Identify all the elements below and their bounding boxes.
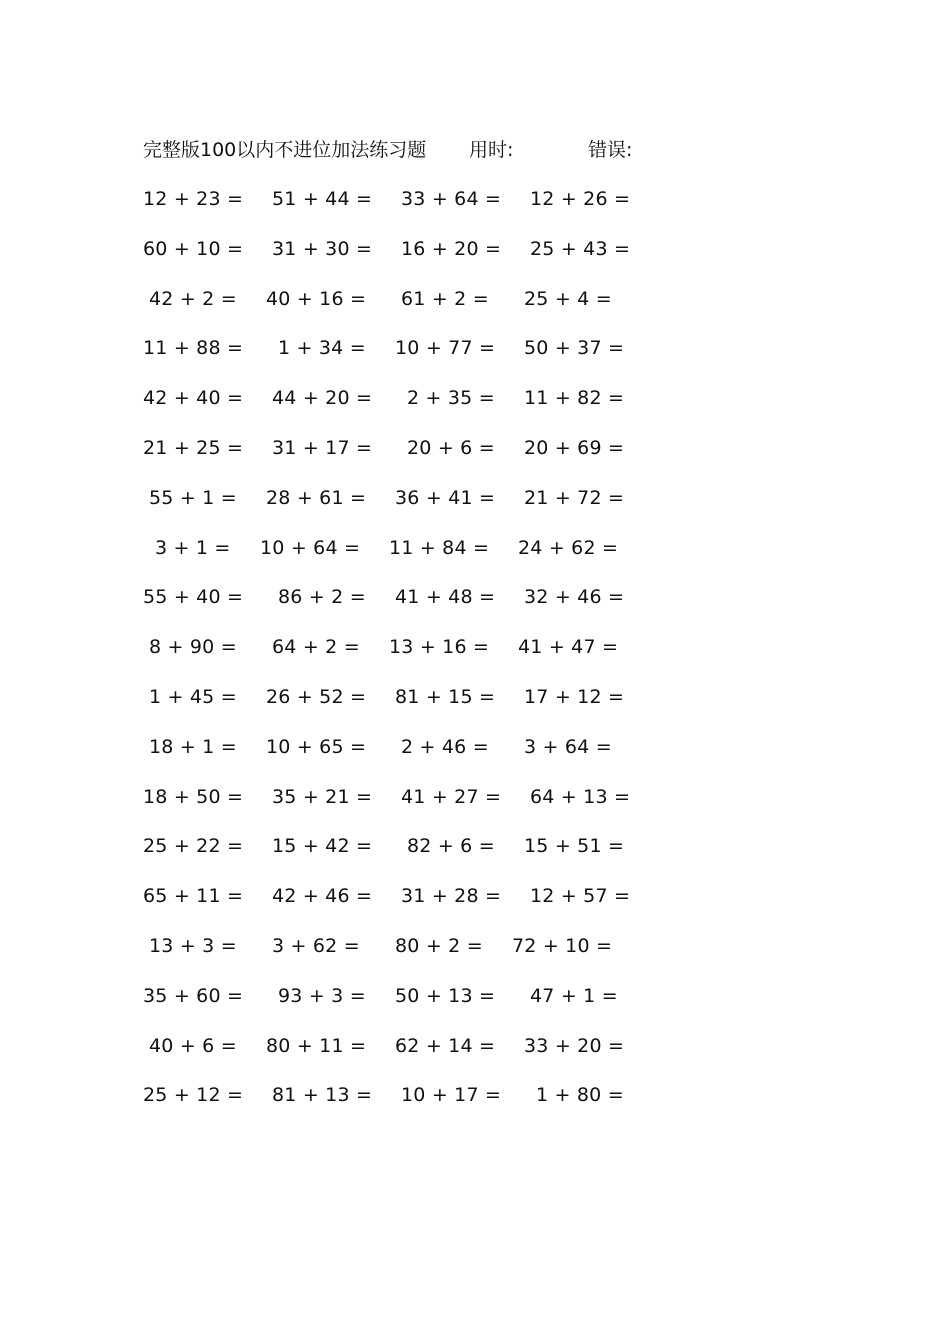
problem-item: 51 + 44 = bbox=[272, 188, 373, 210]
problem-row bbox=[0, 984, 950, 1034]
problem-item: 15 + 51 = bbox=[524, 835, 625, 858]
problem-item: 10 + 17 = bbox=[401, 1084, 502, 1107]
problem-item: 2 + 35 = bbox=[407, 387, 495, 410]
problem-item: 13 + 3 = bbox=[149, 934, 237, 957]
problem-item: 41 + 47 = bbox=[518, 636, 619, 659]
problem-item: 3 + 64 = bbox=[524, 735, 612, 758]
problem-row bbox=[0, 585, 950, 635]
problem-item: 15 + 42 = bbox=[272, 835, 373, 858]
problem-item: 12 + 57 = bbox=[530, 885, 631, 908]
problem-item: 24 + 62 = bbox=[518, 536, 619, 559]
problem-item: 44 + 20 = bbox=[272, 387, 373, 410]
problem-item: 8 + 90 = bbox=[149, 636, 237, 659]
problem-item: 93 + 3 = bbox=[278, 984, 366, 1007]
problem-grid bbox=[0, 187, 950, 1133]
problem-item: 1 + 45 = bbox=[149, 685, 237, 708]
problem-item: 81 + 15 = bbox=[395, 685, 496, 708]
problem-item: 35 + 60 = bbox=[143, 984, 244, 1007]
problem-item: 10 + 77 = bbox=[395, 337, 496, 360]
problem-item: 32 + 46 = bbox=[524, 586, 625, 609]
problem-row bbox=[0, 635, 950, 685]
problem-item: 18 + 1 = bbox=[149, 735, 237, 758]
problem-row bbox=[0, 436, 950, 486]
problem-item: 40 + 16 = bbox=[266, 287, 367, 310]
problem-item: 35 + 21 = bbox=[272, 785, 373, 808]
problem-item: 11 + 88 = bbox=[143, 337, 244, 360]
problem-item: 12 + 23 = bbox=[143, 188, 244, 210]
problem-item: 61 + 2 = bbox=[401, 287, 489, 310]
problem-item: 20 + 69 = bbox=[524, 436, 625, 459]
problem-item: 42 + 40 = bbox=[143, 387, 244, 410]
problem-item: 72 + 10 = bbox=[512, 934, 613, 957]
problem-row bbox=[0, 685, 950, 735]
problem-item: 20 + 6 = bbox=[407, 436, 495, 459]
problem-item: 65 + 11 = bbox=[143, 885, 244, 908]
problem-item: 42 + 2 = bbox=[149, 287, 237, 310]
problem-row bbox=[0, 884, 950, 934]
problem-item: 31 + 28 = bbox=[401, 885, 502, 908]
problem-item: 3 + 62 = bbox=[272, 934, 360, 957]
problem-item: 81 + 13 = bbox=[272, 1084, 373, 1107]
problem-item: 33 + 20 = bbox=[524, 1034, 625, 1057]
problem-row bbox=[0, 386, 950, 436]
problem-item: 41 + 27 = bbox=[401, 785, 502, 808]
problem-item: 64 + 2 = bbox=[272, 636, 360, 659]
problem-item: 60 + 10 = bbox=[143, 237, 244, 260]
problem-row bbox=[0, 187, 950, 237]
problem-item: 86 + 2 = bbox=[278, 586, 366, 609]
problem-item: 28 + 61 = bbox=[266, 486, 367, 509]
errors-label: 错误: bbox=[588, 139, 633, 161]
problem-row bbox=[0, 1034, 950, 1084]
problem-row bbox=[0, 735, 950, 785]
problem-row bbox=[0, 486, 950, 536]
problem-item: 41 + 48 = bbox=[395, 586, 496, 609]
problem-item: 42 + 46 = bbox=[272, 885, 373, 908]
problem-item: 62 + 14 = bbox=[395, 1034, 496, 1057]
problem-item: 31 + 30 = bbox=[272, 237, 373, 260]
problem-item: 13 + 16 = bbox=[389, 636, 490, 659]
problem-item: 10 + 64 = bbox=[260, 536, 361, 559]
problem-item: 2 + 46 = bbox=[401, 735, 489, 758]
problem-item: 50 + 37 = bbox=[524, 337, 625, 360]
problem-row bbox=[0, 1083, 950, 1133]
problem-row bbox=[0, 934, 950, 984]
problem-row bbox=[0, 237, 950, 287]
problem-item: 55 + 1 = bbox=[149, 486, 237, 509]
problem-item: 26 + 52 = bbox=[266, 685, 367, 708]
problem-item: 80 + 2 = bbox=[395, 934, 483, 957]
worksheet-title: 完整版100以内不进位加法练习题 bbox=[143, 139, 427, 161]
problem-item: 18 + 50 = bbox=[143, 785, 244, 808]
problem-item: 17 + 12 = bbox=[524, 685, 625, 708]
problem-item: 11 + 84 = bbox=[389, 536, 490, 559]
problem-item: 55 + 40 = bbox=[143, 586, 244, 609]
problem-item: 25 + 12 = bbox=[143, 1084, 244, 1107]
problem-row bbox=[0, 336, 950, 386]
problem-item: 47 + 1 = bbox=[530, 984, 618, 1007]
problem-item: 1 + 34 = bbox=[278, 337, 366, 360]
problem-item: 33 + 64 = bbox=[401, 188, 502, 210]
problem-item: 80 + 11 = bbox=[266, 1034, 367, 1057]
problem-item: 36 + 41 = bbox=[395, 486, 496, 509]
problem-item: 40 + 6 = bbox=[149, 1034, 237, 1057]
problem-item: 50 + 13 = bbox=[395, 984, 496, 1007]
problem-row bbox=[0, 834, 950, 884]
problem-item: 25 + 4 = bbox=[524, 287, 612, 310]
problem-item: 3 + 1 = bbox=[155, 536, 231, 559]
problem-item: 25 + 22 = bbox=[143, 835, 244, 858]
problem-item: 21 + 25 = bbox=[143, 436, 244, 459]
time-label: 用时: bbox=[469, 139, 514, 161]
problem-item: 11 + 82 = bbox=[524, 387, 625, 410]
problem-item: 10 + 65 = bbox=[266, 735, 367, 758]
problem-row bbox=[0, 785, 950, 835]
problem-item: 64 + 13 = bbox=[530, 785, 631, 808]
problem-item: 16 + 20 = bbox=[401, 237, 502, 260]
problem-item: 31 + 17 = bbox=[272, 436, 373, 459]
problem-row bbox=[0, 536, 950, 586]
problem-item: 1 + 80 = bbox=[536, 1084, 624, 1107]
problem-item: 82 + 6 = bbox=[407, 835, 495, 858]
problem-item: 12 + 26 = bbox=[530, 188, 631, 210]
problem-item: 25 + 43 = bbox=[530, 237, 631, 260]
problem-item: 21 + 72 = bbox=[524, 486, 625, 509]
problem-row bbox=[0, 287, 950, 337]
